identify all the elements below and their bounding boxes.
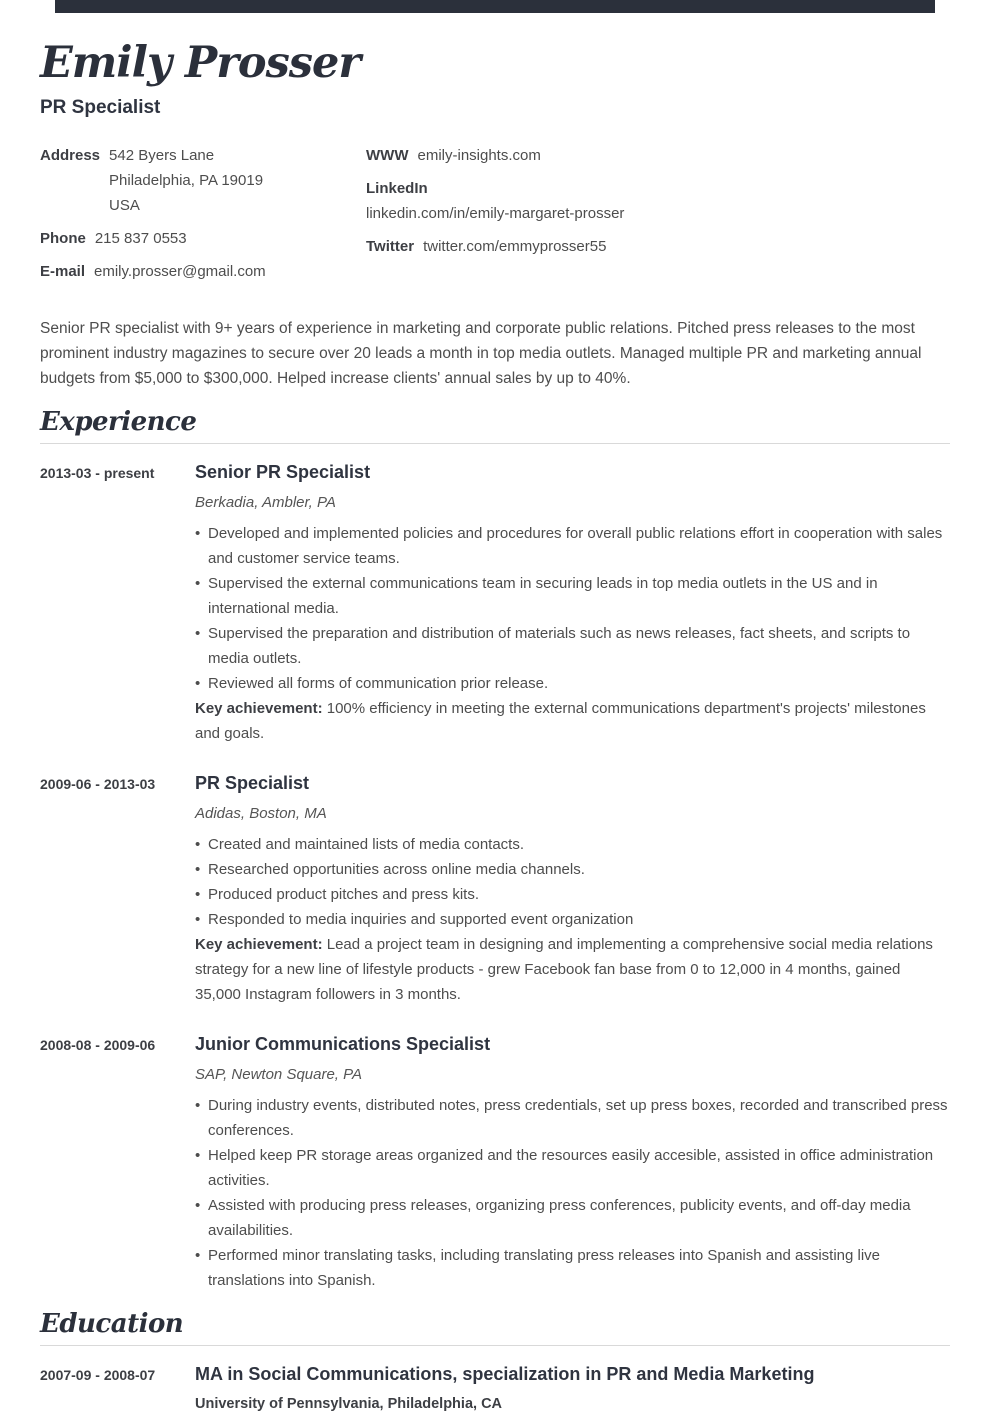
contact-linkedin-value: linkedin.com/in/emily-margaret-prosser <box>366 205 625 222</box>
entry-bullets <box>195 832 950 932</box>
contact-phone <box>40 226 366 251</box>
contact-twitter-label: Twitter <box>366 238 415 255</box>
entry-body <box>195 773 950 1007</box>
education-entries <box>40 1364 950 1413</box>
experience-entry-3 <box>40 1034 950 1293</box>
bullet-item: • Supervised the preparation and distribution of materials such as news releases, fact sheets, and scripts to media outlets. <box>195 621 950 671</box>
entry-bullets <box>195 521 950 696</box>
bullet-item: • Developed and implemented policies and procedures for overall public relations effort in cooperation with sales and customer service teams. <box>195 521 950 571</box>
contact-twitter <box>366 234 950 259</box>
bullet-item: • Researched opportunities across online media channels. <box>195 857 950 882</box>
key-achievement <box>195 696 950 746</box>
bullet-item: • Performed minor translating tasks, including translating press releases into Spanish and assisting live translations into Spanish. <box>195 1243 950 1293</box>
contact-address-label: Address <box>40 147 101 164</box>
entry-dates: 2013-03 - present <box>40 465 155 481</box>
key-achievement-label: Key achievement: <box>195 700 323 717</box>
entry-title: PR Specialist <box>195 773 310 793</box>
person-name: Emily Prosser <box>40 38 360 88</box>
education-section <box>40 1309 950 1413</box>
entry-body <box>195 1034 950 1293</box>
contact-www-label: WWW <box>366 147 409 164</box>
contact-phone-value: 215 837 0553 <box>94 230 187 247</box>
bullet-item: • Assisted with producing press releases, organizing press conferences, publicity events, and off-day media availabilities. <box>195 1193 950 1243</box>
address-line-2: Philadelphia, PA 19019 <box>109 172 264 189</box>
contact-address-value <box>109 143 263 218</box>
entry-bullets <box>195 1093 950 1293</box>
experience-entries <box>40 462 950 1293</box>
entry-dates: 2008-08 - 2009-06 <box>40 1037 156 1053</box>
experience-heading: Experience <box>40 407 950 444</box>
contact-email <box>40 259 366 284</box>
contact-www-value: emily-insights.com <box>417 147 541 164</box>
experience-section <box>40 407 950 1293</box>
entry-dates: 2007-09 - 2008-07 <box>40 1367 156 1383</box>
person-job-title: PR Specialist <box>40 97 161 118</box>
education-degree: MA in Social Communications, specialization in PR and Media Marketing <box>195 1364 815 1384</box>
entry-title: Junior Communications Specialist <box>195 1034 491 1054</box>
resume-page <box>0 39 990 1413</box>
key-achievement-label: Key achievement: <box>195 936 323 953</box>
bullet-item: • Responded to media inquiries and supported event organization <box>195 907 950 932</box>
bullet-item: • Created and maintained lists of media contacts. <box>195 832 950 857</box>
bullet-item: • Reviewed all forms of communication prior release. <box>195 671 950 696</box>
address-line-3: USA <box>109 197 140 214</box>
experience-entry-2 <box>40 773 950 1007</box>
contact-phone-label: Phone <box>40 230 86 247</box>
contact-email-value: emily.prosser@gmail.com <box>94 263 266 280</box>
key-achievement <box>195 932 950 1007</box>
bullet-item: • Produced product pitches and press kits. <box>195 882 950 907</box>
contact-email-label: E-mail <box>40 263 86 280</box>
contact-section <box>40 143 950 292</box>
address-line-1: 542 Byers Lane <box>109 147 215 164</box>
entry-company: Adidas, Boston, MA <box>195 805 327 822</box>
experience-entry-1 <box>40 462 950 746</box>
education-entry-1 <box>40 1364 950 1413</box>
entry-body <box>195 1364 950 1413</box>
key-achievement-text: Lead a project team in designing and implementing a comprehensive social media relations strategy for a new line of lifestyle products - grew Facebook fan base from 0 to 12,000 in 4 months, gained 35,000 Instagram followers in 3 months. <box>195 936 933 1003</box>
entry-company: Berkadia, Ambler, PA <box>195 494 336 511</box>
contact-twitter-value: twitter.com/emmyprosser55 <box>423 238 607 255</box>
contact-column-left <box>40 143 366 292</box>
contact-column-right <box>366 143 950 292</box>
contact-linkedin-label: LinkedIn <box>366 180 428 197</box>
entry-title: Senior PR Specialist <box>195 462 371 482</box>
contact-linkedin <box>366 176 950 226</box>
key-achievement-text: 100% efficiency in meeting the external communications department's projects' milestones and goals. <box>195 700 926 742</box>
education-heading: Education <box>40 1309 950 1346</box>
entry-dates: 2009-06 - 2013-03 <box>40 776 156 792</box>
bullet-item: • Supervised the external communications team in securing leads in top media outlets in the US and in international media. <box>195 571 950 621</box>
entry-body <box>195 462 950 746</box>
bullet-item: • Helped keep PR storage areas organized and the resources easily accesible, assisted in office administration activities. <box>195 1143 950 1193</box>
contact-address <box>40 143 366 218</box>
professional-summary: Senior PR specialist with 9+ years of experience in marketing and corporate public relations. Pitched press releases to the most prominent industry magazines to secure over 20 leads a month in top media outlets. Managed multiple PR and marketing annual budgets from $5,000 to $300,000. Helped increase clients' annual sales by up to 40%. <box>40 320 922 387</box>
top-accent-bar <box>55 0 935 13</box>
contact-www <box>366 143 950 168</box>
education-school: University of Pennsylvania, Philadelphia, CA <box>195 1396 503 1412</box>
bullet-item: • During industry events, distributed notes, press credentials, set up press boxes, recorded and transcribed press conferences. <box>195 1093 950 1143</box>
entry-company: SAP, Newton Square, PA <box>195 1066 363 1083</box>
